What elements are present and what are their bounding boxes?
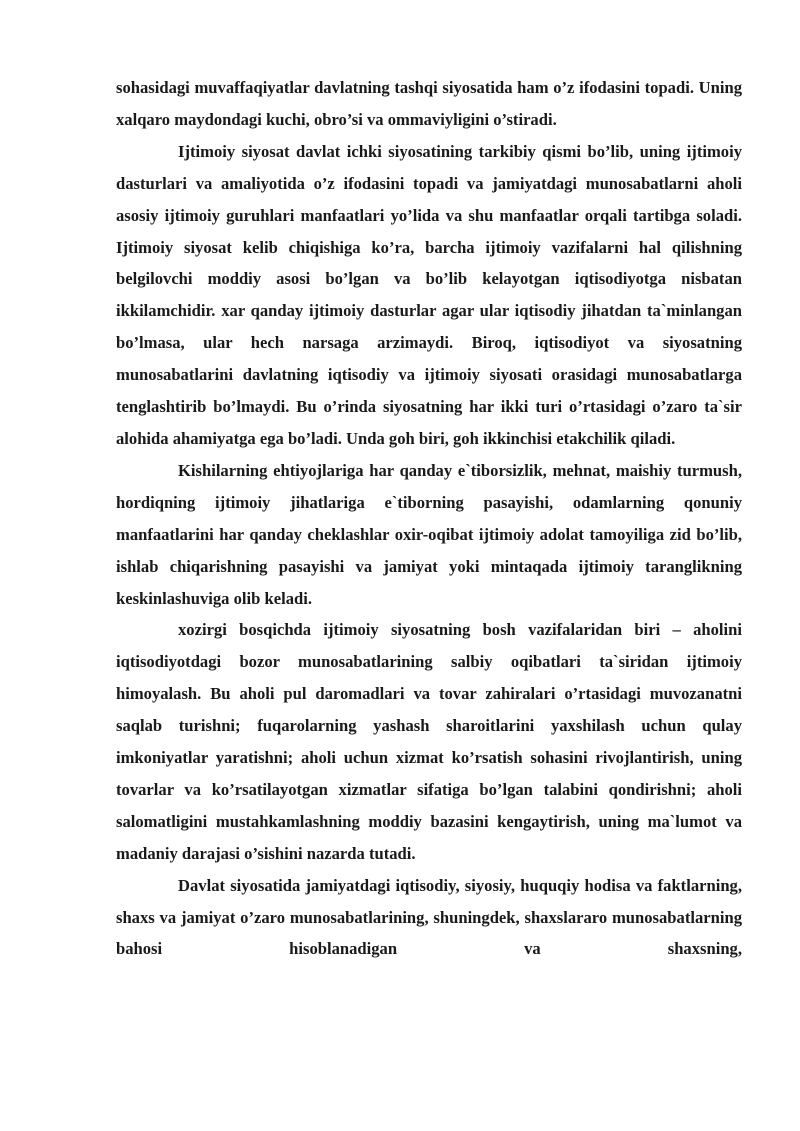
paragraph-4: xozirgi bosqichda ijtimoiy siyosatning bosh vazifalaridan biri – aholini iqtisodiyotdagi bozor munosabatlarining salbiy oqibatlari ta`siridan ijtimoiy himoyalash. Bu aholi pul daromadlari va tovar zahiralari o’rtasidagi muvozanatni saqlab turishni; fuqarolarning yashash sharoitlarini yaxshilash uchun qulay imkoniyatlar yaratishni; aholi uchun xizmat ko’rsatish sohasini rivojlantirish, uning tovarlar va ko’rsatilayotgan xizmatlar sifatiga bo’lgan talabini qondirishni; aholi salomatligini mustahkamlashning moddiy bazasini kengaytirish, uning ma`lumot va madaniy darajasi o’sishini nazarda tutadi.	[116, 620, 742, 863]
paragraph-5: Davlat siyosatida jamiyatdagi iqtisodiy, siyosiy, huquqiy hodisa va faktlarning, shaxs va jamiyat o’zaro munosabatlarining, shuningdek, shaxslararo munosabatlarning bahosi hisoblanadigan va shaxsning,	[116, 875, 742, 959]
paragraph-2: Ijtimoiy siyosat davlat ichki siyosatining tarkibiy qismi bo’lib, uning ijtimoiy dasturlari va amaliyotida o’z ifodasini topadi va jamiyatdagi munosabatlarni aholi asosiy ijtimoiy guruhlari manfaatlari yo’lida va shu manfaatlar orqali tartibga soladi. Ijtimoiy siyosat kelib chiqishiga ko’ra, barcha ijtimoiy vazifalarni hal qilishning belgilovchi moddiy asosi bo’lgan va bo’lib kelayotgan iqtisodiyotga nisbatan ikkilamchidir. xar qanday ijtimoiy dasturlar agar ular iqtisodiy jihatdan ta`minlangan bo’lmasa, ular hech narsaga arzimaydi. Biroq, iqtisodiyot va siyosatning munosabatlarini davlatning iqtisodiy va ijtimoiy siyosati orasidagi munosabatlarga tenglashtirib bo’lmaydi. Bu o’rinda siyosatning har ikki turi o’rtasidagi o’zaro ta`sir alohida ahamiyatga ega bo’ladi. Unda goh biri, goh ikkinchisi etakchilik qiladi.	[116, 141, 742, 448]
paragraph-1: sohasidagi muvaffaqiyatlar davlatning tashqi siyosatida ham o’z ifodasini topadi. Uning xalqaro maydondagi kuchi, obro’si va ommaviyligini o’stiradi.	[116, 78, 742, 129]
body-text	[116, 72, 742, 965]
paragraph-3: Kishilarning ehtiyojlariga har qanday e`tiborsizlik, mehnat, maishiy turmush, hordiqning ijtimoiy jihatlariga e`tiborning pasayishi, odamlarning qonuniy manfaatlarini har qanday cheklashlar oxir-oqibat ijtimoiy adolat tamoyiliga zid bo’lib, ishlab chiqarishning pasayishi va jamiyat yoki mintaqada ijtimoiy taranglikning keskinlashuviga olib keladi.	[116, 460, 742, 608]
